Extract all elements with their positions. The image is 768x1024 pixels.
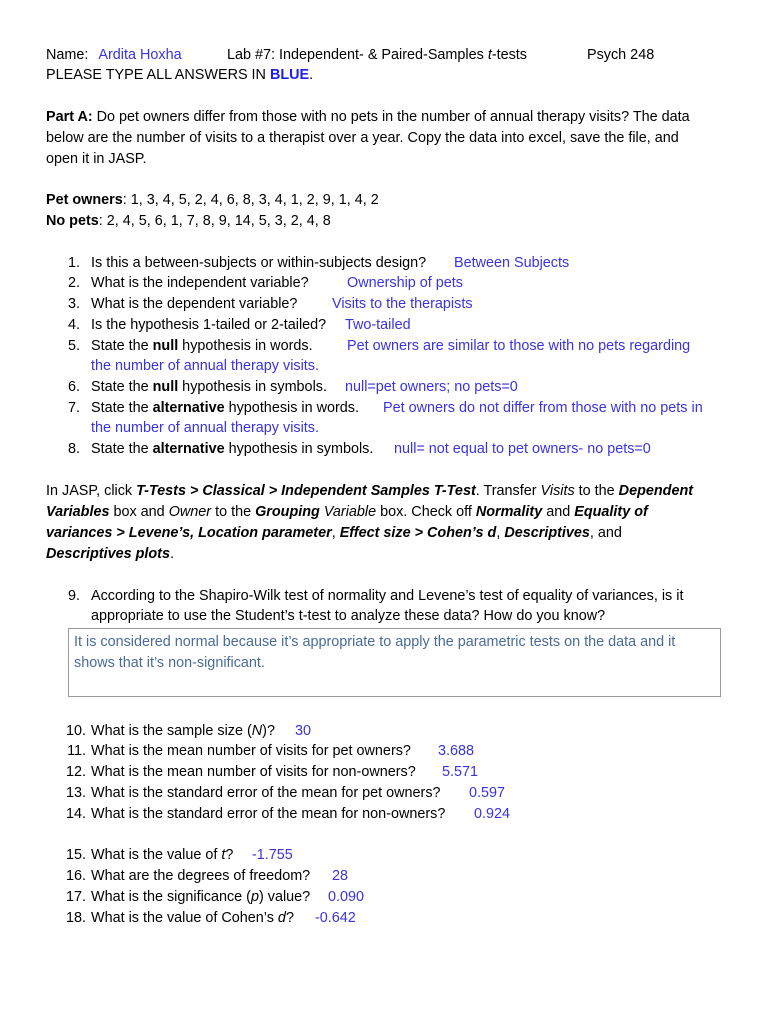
lab-title: Lab #7: Independent- & Paired-Samples t-tests <box>227 47 527 63</box>
answer-8: null= not equal to pet owners- no pets=0 <box>394 441 651 457</box>
instruction-line: PLEASE TYPE ALL ANSWERS IN BLUE. <box>46 67 314 83</box>
answer-9-text-box[interactable] <box>68 628 721 697</box>
answer-2: Ownership of pets <box>347 275 463 291</box>
answer-16: 28 <box>332 868 349 884</box>
part-a-line-1: Part A: Do pet owners differ from those with no pets in the number of annual therapy visits? The data <box>46 109 690 125</box>
answer-14: 0.924 <box>474 806 511 822</box>
answer-5-cont: the number of annual therapy visits. <box>91 358 319 374</box>
course-code: Psych 248 <box>587 47 655 63</box>
answer-7-cont: the number of annual therapy visits. <box>91 420 319 436</box>
jasp-instructions-line-1: In JASP, click T-Tests > Classical > Independent Samples T-Test. Transfer Visits to the Dependent <box>46 483 694 499</box>
part-a-line-3: open it in JASP. <box>46 151 147 167</box>
answer-10: 30 <box>295 723 312 739</box>
answer-17: 0.090 <box>328 889 365 905</box>
worksheet-page: Name: Ardita Hoxha Lab #7: Independent- & Paired-Samples t-tests Psych 248 PLEASE TYPE ALL ANSWERS IN BLUE. Part A: Do pet owners differ from those with no pets in the number of annual therapy visits? The data below are the number of visits to a therapist over a year. Copy the data into excel, save the file, and open it in JASP. Pet owners: 1, 3, 4, 5, 2, 4, 6, 8, 3, 4, 1, 2, 9, 1, 4, 2 No pets: 2, 4, 5, 6, 1, 7, 8, 9, 14, 5, 3, 2, 4, 8 1. Is this a between-subjects or within-subjects design? Between Subjects 2. What is the independent variable? Ownership of pets 3. What is the dependent variable? Visits to the therapists 4. Is the hypothesis 1-tailed or 2-tailed? Two-tailed 5. State the null hypothesis in words. Pet owners are similar to those with no pets regarding the number of annual therapy visits. 6. State the null hypothesis in symbols. null=pet owners; no pets=0 7. State the alternative hypothesis in words. Pet owners do not differ from those with no pets in the number of annual therapy visits. 8. State the alternative hypothesis in symbols. null= not equal to pet owners- no pets=0 In JASP, click T-Tests > Classical > Independent Samples T-Test. Transfer Visits to the Dependent Variables box and Owner to the Grouping Variable box. Check off Normality and Equality of variances > Levene’s, Location parameter, Effect size > Cohen’s d, Descriptives, and Descriptives plots. 9. According to the Shapiro-Wilk test of normality and Levene’s test of equality of variances, is it appropriate to use the Student’s t-test to analyze these data? How do you know? It is considered normal because it’s appropriate to apply the parametric tests on the data and it shows that it’s non-significant. 10. What is the sample size (N)? 30 11. What is the mean number of visits for pet owners? 3.688 12. What is the mean number of visits for non-owners? 5.571 13. What is the standard error of the mean for pet owners? 0.597 14. What is the standard error of the mean for non-owners? 0.924 15. What is the value of t? -1.755 16. What are the degrees of freedom? 28 17. What is the significance (p) value? 0.090 18. What is the value of Cohen’s d? -0.642 <box>0 0 768 1024</box>
jasp-instructions-line-2: Variables box and Owner to the Grouping Variable box. Check off Normality and Equality of <box>46 504 648 520</box>
no-pets-data: No pets: 2, 4, 5, 6, 1, 7, 8, 9, 14, 5, 3, 2, 4, 8 <box>46 213 331 229</box>
answer-6: null=pet owners; no pets=0 <box>345 379 518 395</box>
answer-11: 3.688 <box>438 743 475 759</box>
header-name-line <box>46 45 182 66</box>
part-a-label: Part A: <box>46 109 93 125</box>
name-label: Name: <box>46 47 89 63</box>
answer-13: 0.597 <box>469 785 506 801</box>
answer-4: Two-tailed <box>345 317 411 333</box>
answer-3: Visits to the therapists <box>332 296 473 312</box>
student-name: Ardita Hoxha <box>98 47 182 63</box>
answer-5: Pet owners are similar to those with no pets regarding <box>347 338 691 354</box>
answer-18: -0.642 <box>315 910 356 926</box>
answer-1: Between Subjects <box>454 255 570 271</box>
instruction-blue-word: BLUE <box>269 67 310 83</box>
jasp-instructions-line-4: Descriptives plots. <box>46 546 174 562</box>
answer-15: -1.755 <box>252 847 293 863</box>
jasp-instructions-line-3: variances > Levene’s, Location parameter, Effect size > Cohen’s d, Descriptives, and <box>46 525 622 541</box>
answer-12: 5.571 <box>442 764 479 780</box>
answer-9: It is considered normal because it’s appropriate to apply the parametric tests on the data and it shows that it’s non-significant. <box>74 634 676 671</box>
part-a-line-2: below are the number of visits to a therapist over a year. Copy the data into excel, save the file, and <box>46 130 679 146</box>
answer-7: Pet owners do not differ from those with no pets in <box>383 400 703 416</box>
pet-owners-data: Pet owners: 1, 3, 4, 5, 2, 4, 6, 8, 3, 4, 1, 2, 9, 1, 4, 2 <box>46 192 379 208</box>
